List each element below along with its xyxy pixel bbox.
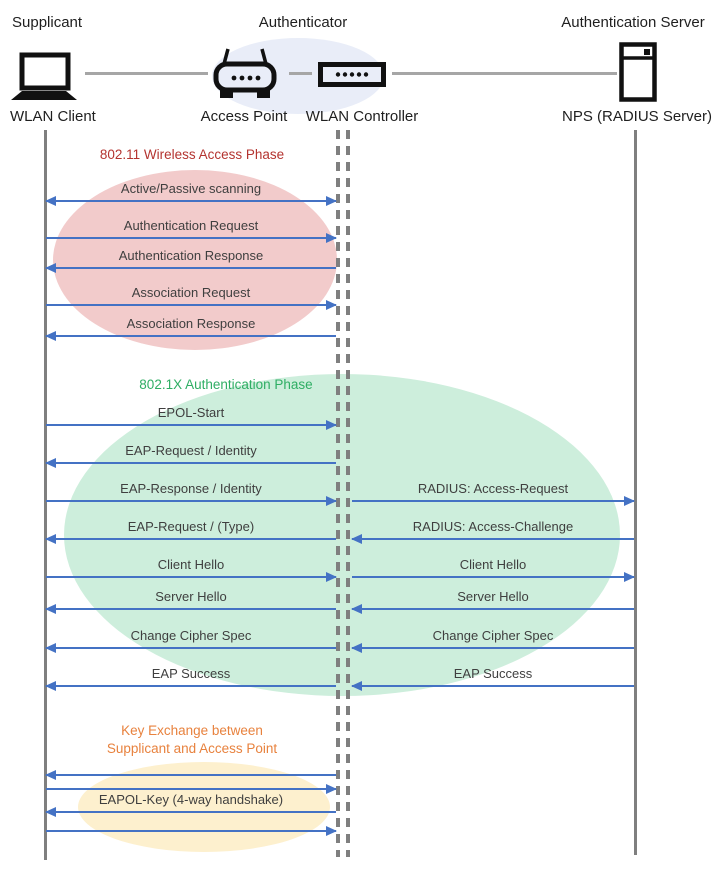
access-point-icon — [212, 47, 278, 103]
message-arrow — [46, 576, 336, 578]
arrowhead-left-icon — [351, 643, 362, 653]
message-arrow — [46, 267, 336, 269]
arrowhead-left-icon — [45, 770, 56, 780]
message-arrow — [46, 424, 336, 426]
message-label: Server Hello — [457, 589, 529, 604]
message-arrow — [46, 685, 336, 687]
message-label: EAP-Request / Identity — [125, 443, 257, 458]
arrowhead-left-icon — [45, 534, 56, 544]
message-label: Active/Passive scanning — [120, 181, 262, 196]
message-label: EAP-Response / Identity — [120, 481, 262, 496]
message-arrow — [352, 500, 634, 502]
device-label-access-point: Access Point — [200, 108, 288, 125]
message-label: Association Response — [126, 316, 256, 331]
wlan-controller-icon — [318, 62, 386, 87]
message-label: EPOL-Start — [157, 405, 225, 420]
message-arrow — [46, 200, 336, 202]
message-label: Server Hello — [155, 589, 227, 604]
message-label: Authentication Response — [118, 248, 264, 263]
role-label-authentication-server: Authentication Server — [561, 14, 705, 31]
message-arrow — [46, 462, 336, 464]
arrowhead-right-icon — [326, 300, 337, 310]
device-label-nps-radius-server: NPS (RADIUS Server) — [561, 108, 713, 125]
message-arrow — [352, 576, 634, 578]
device-label-wlan-controller: WLAN Controller — [305, 108, 419, 125]
arrowhead-left-icon — [45, 331, 56, 341]
message-arrow — [46, 237, 336, 239]
arrowhead-left-icon — [351, 681, 362, 691]
arrowhead-left-icon — [45, 643, 56, 653]
arrowhead-right-icon — [326, 496, 337, 506]
arrowhead-right-icon — [326, 420, 337, 430]
message-arrow — [46, 830, 336, 832]
arrowhead-right-icon — [624, 572, 635, 582]
message-arrow — [352, 685, 634, 687]
message-label: Change Cipher Spec — [432, 628, 554, 643]
message-label: EAPOL-Key (4-way handshake) — [98, 792, 284, 807]
arrowhead-right-icon — [326, 826, 337, 836]
arrowhead-right-icon — [326, 572, 337, 582]
arrowhead-left-icon — [351, 604, 362, 614]
message-label: Change Cipher Spec — [130, 628, 252, 643]
message-arrow — [46, 538, 336, 540]
lifeline-authenticator-dash-right — [346, 130, 350, 857]
message-label: EAP Success — [453, 666, 533, 681]
message-label: EAP Success — [151, 666, 231, 681]
arrowhead-left-icon — [45, 196, 56, 206]
arrowhead-right-icon — [624, 496, 635, 506]
arrowhead-left-icon — [45, 263, 56, 273]
server-icon — [619, 42, 657, 102]
message-arrow — [46, 335, 336, 337]
message-arrow — [46, 811, 336, 813]
message-arrow — [46, 788, 336, 790]
message-label: Client Hello — [157, 557, 225, 572]
arrowhead-left-icon — [351, 534, 362, 544]
arrowhead-left-icon — [45, 458, 56, 468]
laptop-icon — [8, 52, 80, 102]
arrowhead-left-icon — [45, 604, 56, 614]
phase3-title-line1: Key Exchange between — [121, 723, 263, 738]
connector-client-ap — [85, 72, 208, 75]
role-label-authenticator: Authenticator — [258, 14, 348, 31]
message-arrow — [46, 774, 336, 776]
message-arrow — [46, 608, 336, 610]
message-arrow — [46, 500, 336, 502]
message-arrow — [352, 538, 634, 540]
message-label: Association Request — [131, 285, 251, 300]
message-arrow — [352, 608, 634, 610]
lifeline-authentication-server — [634, 130, 637, 855]
phase3-title — [46, 722, 338, 758]
message-arrow — [46, 647, 336, 649]
arrowhead-right-icon — [326, 233, 337, 243]
message-arrow — [352, 647, 634, 649]
phase1-title: 802.11 Wireless Access Phase — [99, 147, 285, 162]
message-label: Authentication Request — [123, 218, 259, 233]
arrowhead-left-icon — [45, 807, 56, 817]
role-label-supplicant: Supplicant — [12, 14, 83, 31]
connector-controller-server — [392, 72, 617, 75]
device-label-wlan-client: WLAN Client — [10, 108, 96, 125]
message-label: Client Hello — [459, 557, 527, 572]
message-arrow — [46, 304, 336, 306]
connector-ap-controller — [289, 72, 312, 75]
message-label: EAP-Request / (Type) — [127, 519, 255, 534]
message-label: RADIUS: Access-Challenge — [412, 519, 574, 534]
arrowhead-left-icon — [45, 681, 56, 691]
arrowhead-right-icon — [326, 196, 337, 206]
message-label: RADIUS: Access-Request — [417, 481, 569, 496]
phase3-title-line2: Supplicant and Access Point — [106, 741, 278, 756]
phase2-title: 802.1X Authentication Phase — [139, 377, 313, 392]
